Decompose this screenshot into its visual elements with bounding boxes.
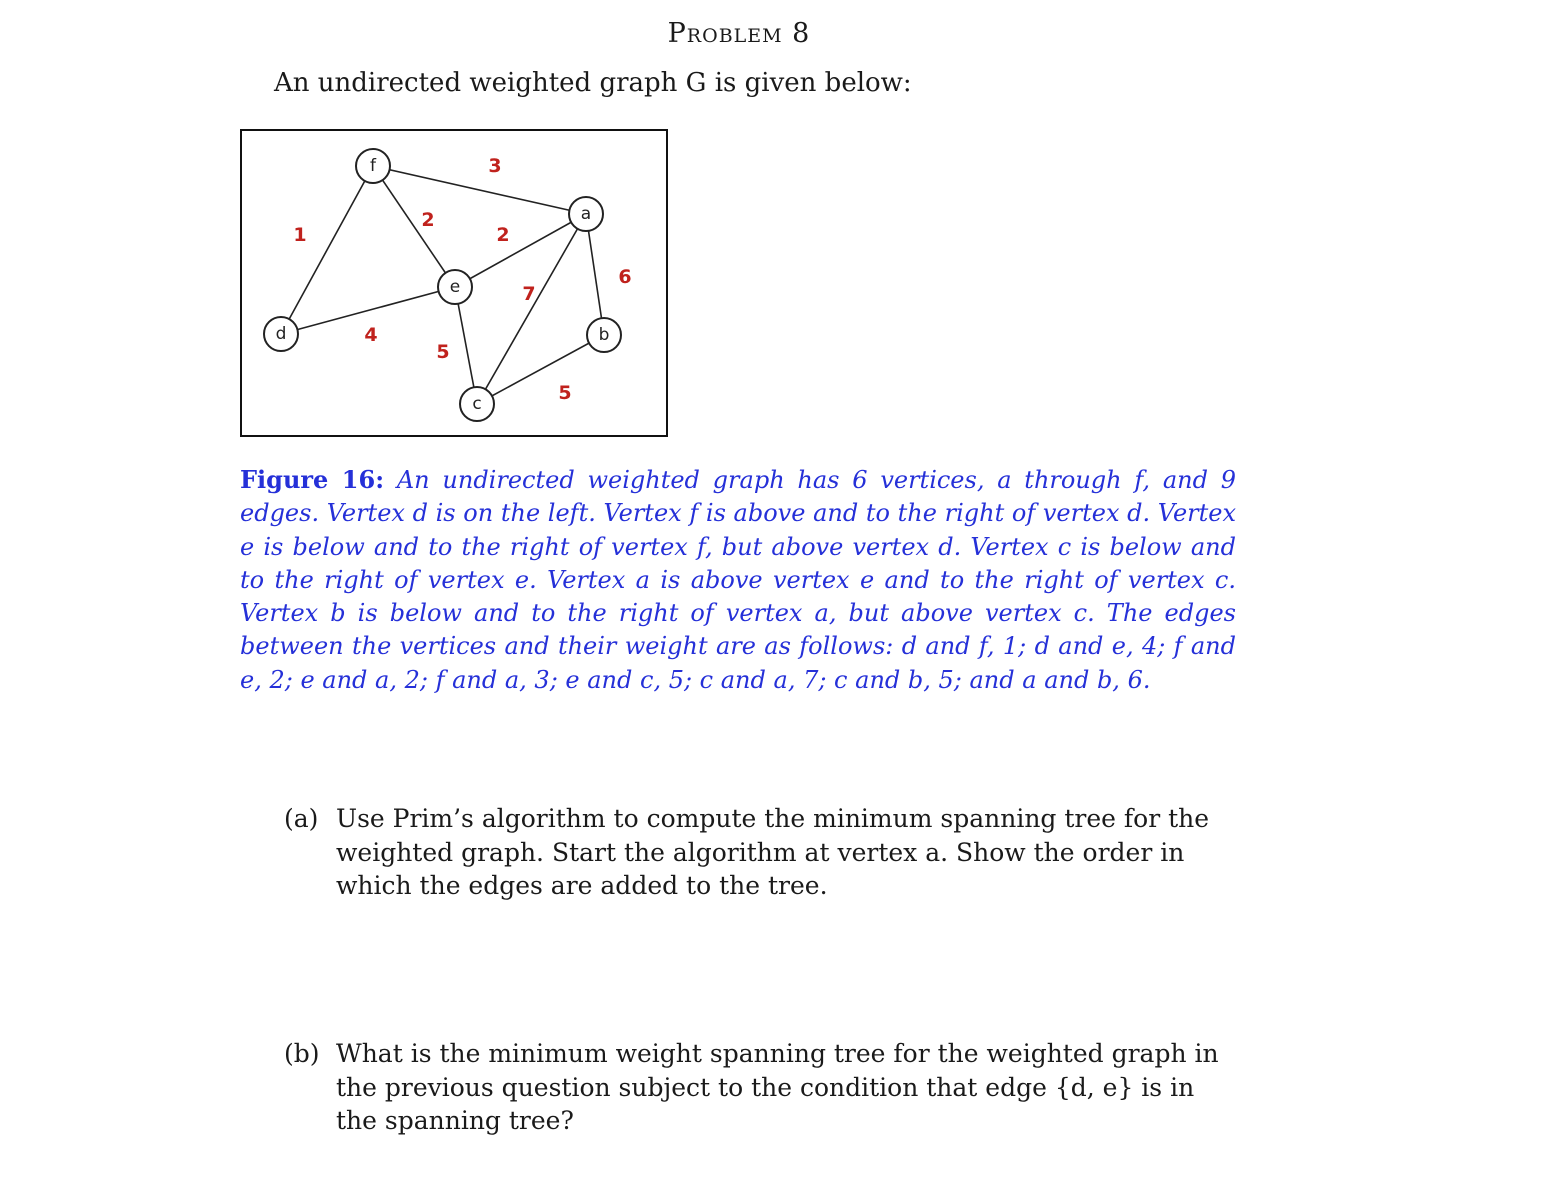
edge-f-a [373,166,586,214]
vertex-label-c: c [472,394,482,414]
question-a-label: (a) [284,804,319,833]
edge-weight-e-c: 5 [436,341,450,363]
question-b-label: (b) [284,1039,320,1068]
edge-d-f [281,166,373,334]
edge-weight-d-f: 1 [293,224,307,246]
vertex-label-d: d [275,324,287,344]
vertex-e [438,270,472,304]
caption-label: Figure 16: [240,465,385,494]
edge-e-a [455,214,586,287]
intro-text: An undirected weighted graph G is given below: [274,68,912,98]
caption-text: An undirected weighted graph has 6 vertices, a through f, and 9 edges. Vertex d is on the left. Vertex f is above and to the right of vertex d. Vertex e is below and to the right of vertex f, but above vertex d. Vertex c is below and to the right of vertex e. Vertex a is above vertex e and to the right of vertex c. Vertex b is below and to the right of vertex a, but above vertex c. The edges between the vertices and their weight are as follows: d and f, 1; d and e, 4; f and e, 2; e and a, 2; f and a, 3; e and c, 5; c and a, 7; c and b, 5; and a and b, 6. [240,466,1236,694]
vertex-a [569,197,603,231]
vertex-f [356,149,390,183]
edge-weight-f-a: 3 [488,155,502,177]
edge-weight-f-e: 2 [421,209,435,231]
vertex-label-b: b [598,325,610,345]
edge-weight-a-b: 6 [618,266,632,288]
problem-title: Problem 8 [667,18,811,49]
vertex-c [460,387,494,421]
vertex-label-a: a [580,204,592,224]
edge-weight-c-a: 7 [522,283,536,305]
edge-a-b [586,214,604,335]
vertex-label-e: e [449,277,461,297]
edge-c-a [477,214,586,404]
vertex-label-f: f [370,156,376,176]
question-b-text: What is the minimum weight spanning tree for the weighted graph in the previous question subject to the condition that edge {d, e} is in the spanning tree? [336,1039,1219,1135]
edge-weight-c-b: 5 [558,382,572,404]
edge-weight-d-e: 4 [364,324,378,346]
vertex-d [264,317,298,351]
question-a [284,802,1256,903]
edge-f-e [373,166,455,287]
figure-caption [240,463,1236,697]
graph-figure [240,129,668,437]
vertex-b [587,318,621,352]
edge-weight-e-a: 2 [496,224,510,246]
question-a-text: Use Prim’s algorithm to compute the minimum spanning tree for the weighted graph. Start the algorithm at vertex a. Show the order in which the edges are added to the tree. [336,804,1210,900]
question-b [284,1037,1236,1138]
